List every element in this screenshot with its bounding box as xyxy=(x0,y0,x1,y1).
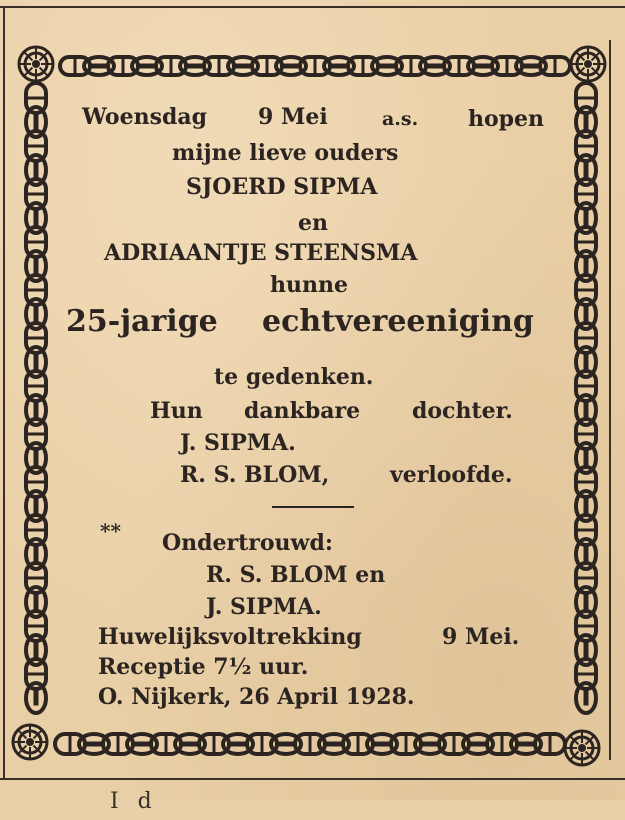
couple-line2: J. SIPMA. xyxy=(206,594,322,620)
ceremony-date: 9 Mei. xyxy=(442,624,520,650)
hopen: hopen xyxy=(468,106,545,132)
ondertrouwd-heading: Ondertrouwd: xyxy=(162,530,333,556)
ceremony-label: Huwelijksvoltrekking xyxy=(98,624,362,650)
signature-dochter: dochter. xyxy=(412,398,513,424)
section-divider xyxy=(272,506,354,508)
conjunction: en xyxy=(298,210,328,236)
headline-marriage: echtvereeniging xyxy=(262,304,534,339)
hunne: hunne xyxy=(270,272,348,298)
parents-line: mijne lieve ouders xyxy=(172,140,399,166)
signature-fiance: R. S. BLOM, xyxy=(180,462,330,488)
mother-name: ADRIAANTJE STEENSMA xyxy=(104,240,418,266)
father-name: SJOERD SIPMA xyxy=(186,174,378,200)
date: 9 Mei xyxy=(258,104,328,130)
signature-dankbare: dankbare xyxy=(244,398,361,424)
signature-hun: Hun xyxy=(150,398,203,424)
headline-anniversary: 25-jarige xyxy=(66,304,218,339)
place-date: O. Nijkerk, 26 April 1928. xyxy=(98,684,415,710)
weekday: Woensdag xyxy=(82,104,207,130)
couple-line1: R. S. BLOM en xyxy=(206,562,386,588)
gedenken: te gedenken. xyxy=(214,364,374,390)
asterisk-ornament: ** xyxy=(100,519,121,543)
signature-verloofde: verloofde. xyxy=(390,462,513,488)
abbreviation: a.s. xyxy=(382,108,419,130)
signature-daughter: J. SIPMA. xyxy=(180,430,296,456)
reception-time: Receptie 7½ uur. xyxy=(98,654,309,680)
next-article-fragment: I d xyxy=(110,789,158,814)
